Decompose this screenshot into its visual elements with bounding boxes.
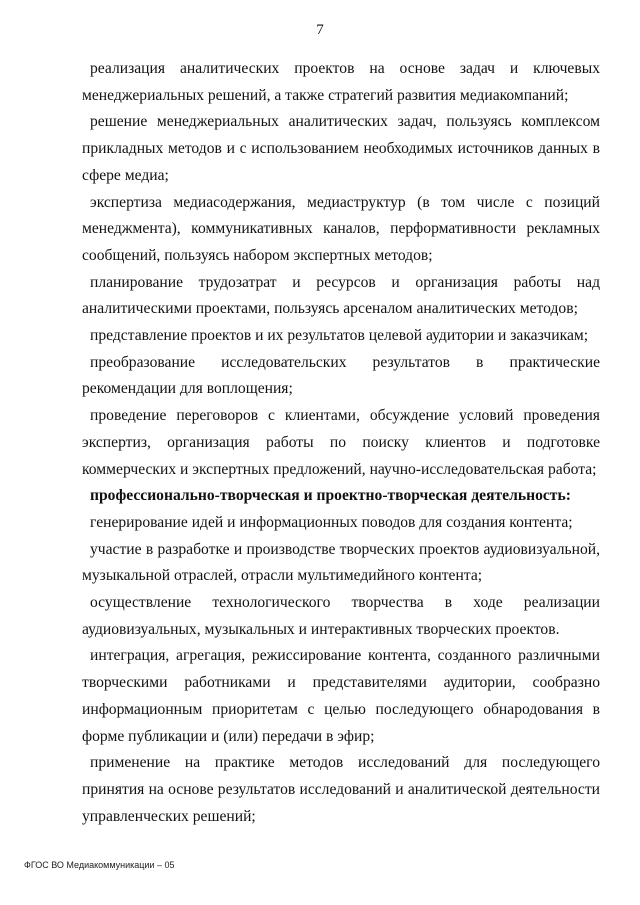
paragraph-planning: планирование трудозатрат и ресурсов и организация работы над аналитическими проектами, пользуясь арсеналом аналитических методов; <box>82 273 600 318</box>
paragraph-negotiations: проведение переговоров с клиентами, обсуждение условий проведения экспертиз, организация работы по поиску клиентов и подготовке коммерческих и экспертных предложений, научно-исследовательская работа; <box>82 407 600 478</box>
paragraph-technological-creativity: осуществление технологического творчества в ходе реализации аудиовизуальных, музыкальных и интерактивных творческих проектов. <box>82 594 600 638</box>
paragraph-presentation: представление проектов и их результатов целевой аудитории и заказчикам; <box>90 327 589 345</box>
page-number: 7 <box>316 22 324 38</box>
page-footer: ФГОС ВО Медиакоммуникации – 05 <box>24 860 175 870</box>
paragraph-creative-projects: участие в разработке и производстве творческих проектов аудиовизуальной, музыкальной отраслей, отрасли мультимедийного контента; <box>82 540 600 585</box>
paragraph-managerial-tasks: решение менеджериальных аналитических задач, пользуясь комплексом прикладных методов и с использованием необходимых источников данных в сфере медиа; <box>82 113 600 184</box>
paragraph-analytical-projects: реализация аналитических проектов на основе задач и ключевых менеджериальных решений, а также стратегий развития медиакомпаний; <box>82 60 600 104</box>
paragraph-idea-generation: генерирование идей и информационных поводов для создания контента; <box>90 513 573 531</box>
paragraph-content-integration: интеграция, агрегация, режиссирование контента, созданного различными творческими работниками и представителями аудитории, сообразно информационным приоритетам с целью последующего обнародования в форме публикации и (или) передачи в эфир; <box>82 647 600 745</box>
section-heading-creative-activity: профессионально-творческая и проектно-творческая деятельность: <box>90 487 571 505</box>
document-body <box>82 56 600 830</box>
paragraph-research-methods: применение на практике методов исследований для последующего принятия на основе результатов исследований и аналитической деятельности управленческих решений; <box>82 754 600 825</box>
paragraph-transformation: преобразование исследовательских результатов в практические рекомендации для воплощения; <box>82 353 600 398</box>
paragraph-media-expertise: экспертиза медиасодержания, медиаструктур (в том числе с позиций менеджмента), коммуникативных каналов, перформативности рекламных сообщений, пользуясь набором экспертных методов; <box>82 193 600 264</box>
